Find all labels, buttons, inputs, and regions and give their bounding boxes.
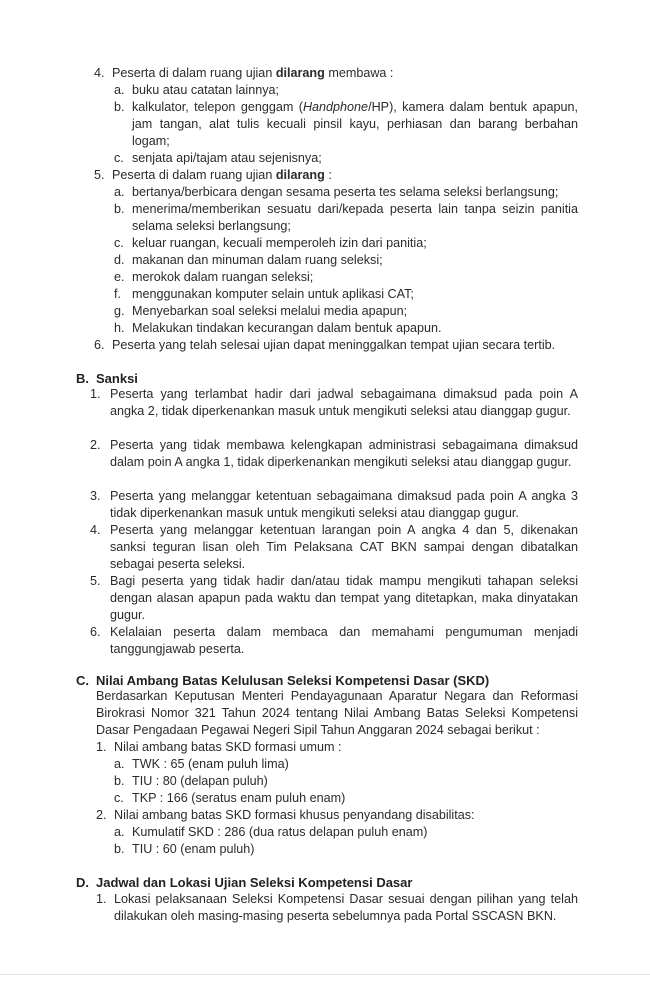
- item-number: 4.: [94, 66, 105, 80]
- sub-item-a5g: g. Menyebarkan soal seleksi melalui media apapun;: [114, 304, 408, 318]
- sub-item-c2b: b. TIU : 60 (enam puluh): [114, 842, 255, 856]
- sub-item-c1c: c. TKP : 166 (seratus enam puluh enam): [114, 791, 346, 805]
- sub-item-c1b: b. TIU : 80 (delapan puluh): [114, 774, 268, 788]
- list-item-a5: 5. Peserta di dalam ruang ujian dilarang :: [94, 168, 332, 182]
- sub-item-c2a: a. Kumulatif SKD : 286 (dua ratus delapan puluh enam): [114, 825, 428, 839]
- list-item-a4: [94, 65, 584, 82]
- section-c-intro: Berdasarkan Keputusan Menteri Pendayagunaan Aparatur Negara dan Reformasi Birokrasi Nomor 321 Tahun 2024 tentang Nilai Ambang Batas Seleksi Kompetensi Dasar Pengadaan Pegawai Negeri Sipil Tahun Anggaran 2024 sebagai berikut :: [96, 689, 578, 737]
- list-item-b4: 4. Peserta yang melanggar ketentuan larangan poin A angka 4 dan 5, dikenakan sanksi teguran lisan oleh Tim Pelaksana CAT BKN sampai dengan dibatalkan sebagai peserta seleksi.: [90, 523, 578, 571]
- sub-item-a5e: e. merokok dalam ruangan seleksi;: [114, 270, 314, 284]
- list-item-d1: 1. Lokasi pelaksanaan Seleksi Kompetensi Dasar sesuai dengan pilihan yang telah dilakukan oleh masing-masing peserta sebelumnya pada Portal SSCASN BKN.: [96, 892, 578, 923]
- section-d-title: D. Jadwal dan Lokasi Ujian Seleksi Kompetensi Dasar: [76, 875, 413, 890]
- emphasis-text: dilarang: [275, 168, 325, 182]
- sub-item-a5d: d. makanan dan minuman dalam ruang seleksi;: [114, 253, 383, 267]
- list-item-b6: 6. Kelalaian peserta dalam membaca dan memahami pengumuman menjadi tanggungjawab peserta.: [90, 625, 578, 656]
- sub-item-a4c: c. senjata api/tajam atau sejenisnya;: [114, 151, 322, 165]
- emphasis-text: dilarang: [275, 66, 325, 80]
- list-item-b5: 5. Bagi peserta yang tidak hadir dan/atau tidak mampu mengikuti tahapan seleksi dengan alasan apapun pada waktu dan tempat yang ditetapkan, maka dinyatakan gugur.: [90, 574, 578, 622]
- list-item-b2: 2. Peserta yang tidak membawa kelengkapan administrasi sebagaimana dimaksud dalam poin A angka 1, tidak diperkenankan mengikuti seleksi atau dianggap gugur.: [90, 438, 578, 469]
- list-item-c1: 1. Nilai ambang batas SKD formasi umum :: [96, 740, 342, 754]
- sub-item-a4b: b. kalkulator, telepon genggam (Handphone/HP), kamera dalam bentuk apapun, jam tangan, alat tulis kecuali pinsil kayu, perhiasan dan barang berbahan logam;: [114, 100, 578, 148]
- section-c-title: C. Nilai Ambang Batas Kelulusan Seleksi Kompetensi Dasar (SKD): [76, 673, 490, 688]
- list-item-a6: 6. Peserta yang telah selesai ujian dapat meninggalkan tempat ujian secara tertib.: [94, 338, 556, 352]
- list-item-b1: 1. Peserta yang terlambat hadir dari jadwal sebagaimana dimaksud pada poin A angka 2, tidak diperkenankan masuk untuk mengikuti seleksi atau dianggap gugur.: [90, 387, 578, 418]
- sub-item-a4a: a. buku atau catatan lainnya;: [114, 83, 280, 97]
- sub-item-a5c: c. keluar ruangan, kecuali memperoleh izin dari panitia;: [114, 236, 427, 250]
- item-text: Peserta di dalam ruang ujian dilarang membawa :: [112, 66, 394, 80]
- list-item-b3: 3. Peserta yang melanggar ketentuan sebagaimana dimaksud pada poin A angka 3 tidak diperkenankan masuk untuk mengikuti seleksi atau dianggap gugur.: [90, 489, 578, 520]
- list-item-c2: 2. Nilai ambang batas SKD formasi khusus penyandang disabilitas:: [96, 808, 475, 822]
- section-b-title: B. Sanksi: [76, 371, 138, 386]
- page-edge-line: [0, 974, 650, 975]
- sub-item-a5a: a. bertanya/berbicara dengan sesama peserta tes selama seleksi berlangsung;: [114, 185, 559, 199]
- sub-item-a5h: h. Melakukan tindakan kecurangan dalam bentuk apapun.: [114, 321, 442, 335]
- sub-item-a5f: f. menggunakan komputer selain untuk aplikasi CAT;: [114, 287, 414, 301]
- sub-item-a5b: b. menerima/memberikan sesuatu dari/kepada peserta lain tanpa seizin panitia selama seleksi berlangsung;: [114, 202, 578, 233]
- sub-item-c1a: a. TWK : 65 (enam puluh lima): [114, 757, 289, 771]
